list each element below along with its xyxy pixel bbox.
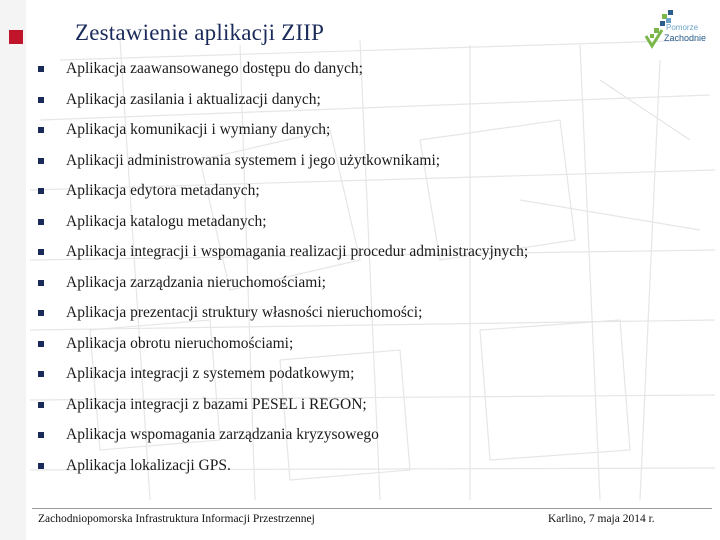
list-item (36, 329, 293, 359)
list-item-text: Aplikacja zarządzania nieruchomościami; (66, 273, 326, 291)
list-item (36, 420, 379, 450)
bullet-icon (38, 158, 44, 164)
bullet-icon (38, 371, 44, 377)
bullet-icon (38, 402, 44, 408)
bullet-icon (38, 127, 44, 133)
bullet-icon (38, 66, 44, 72)
bullet-icon (38, 280, 44, 286)
bullet-icon (38, 97, 44, 103)
list-item (36, 207, 267, 237)
list-item-text: Aplikacja komunikacji i wymiany danych; (66, 121, 331, 138)
list-item (36, 451, 231, 481)
footer-divider (32, 508, 712, 509)
logo-text-pomorze: Pomorze (666, 23, 699, 32)
bullet-icon (38, 463, 44, 469)
list-item (36, 85, 321, 115)
list-item (36, 298, 422, 328)
list-item-text: Aplikacja wspomagania zarządzania kryzysowego (66, 426, 379, 443)
list-item-text: Aplikacja obrotu nieruchomościami; (66, 334, 294, 352)
list-item-text: Aplikacji administrowania systemem i jego użytkownikami; (66, 151, 441, 169)
footer-organization: Zachodniopomorska Infrastruktura Informacji Przestrzennej (38, 513, 315, 525)
logo-text-zachodnie: Zachodnie (664, 33, 707, 43)
list-item-text: Aplikacja integracji i wspomagania realizacji procedur administracyjnych; (66, 243, 529, 260)
list-item (36, 268, 326, 298)
list-item (36, 237, 528, 267)
list-item-text: Aplikacja prezentacji struktury własności nieruchomości; (66, 304, 423, 321)
bullet-icon (38, 219, 44, 225)
list-item-text: Aplikacja integracji z systemem podatkowym; (66, 365, 355, 382)
list-item-text: Aplikacja integracji z bazami PESEL i REGON; (66, 395, 367, 413)
list-item (36, 176, 260, 206)
bullet-icon (38, 188, 44, 194)
bullet-icon (38, 432, 44, 438)
slide-title: Zestawienie aplikacji ZIIP (75, 20, 325, 45)
list-item-text: Aplikacja katalogu metadanych; (66, 212, 267, 230)
list-item (36, 115, 330, 145)
bullet-icon (38, 341, 44, 347)
list-item (36, 390, 367, 420)
list-item (36, 359, 354, 389)
list-item-text: Aplikacja lokalizacji GPS. (66, 456, 231, 474)
list-item-text: Aplikacja zasilania i aktualizacji danych; (66, 90, 321, 108)
list-item-text: Aplikacja zaawansowanego dostępu do danych; (66, 60, 363, 77)
footer-date: Karlino, 7 maja 2014 r. (548, 513, 655, 525)
list-item-text: Aplikacja edytora metadanych; (66, 182, 260, 199)
accent-square (9, 30, 23, 44)
list-item (36, 146, 440, 176)
bullet-icon (38, 249, 44, 255)
bullet-icon (38, 310, 44, 316)
list-item (36, 54, 363, 84)
